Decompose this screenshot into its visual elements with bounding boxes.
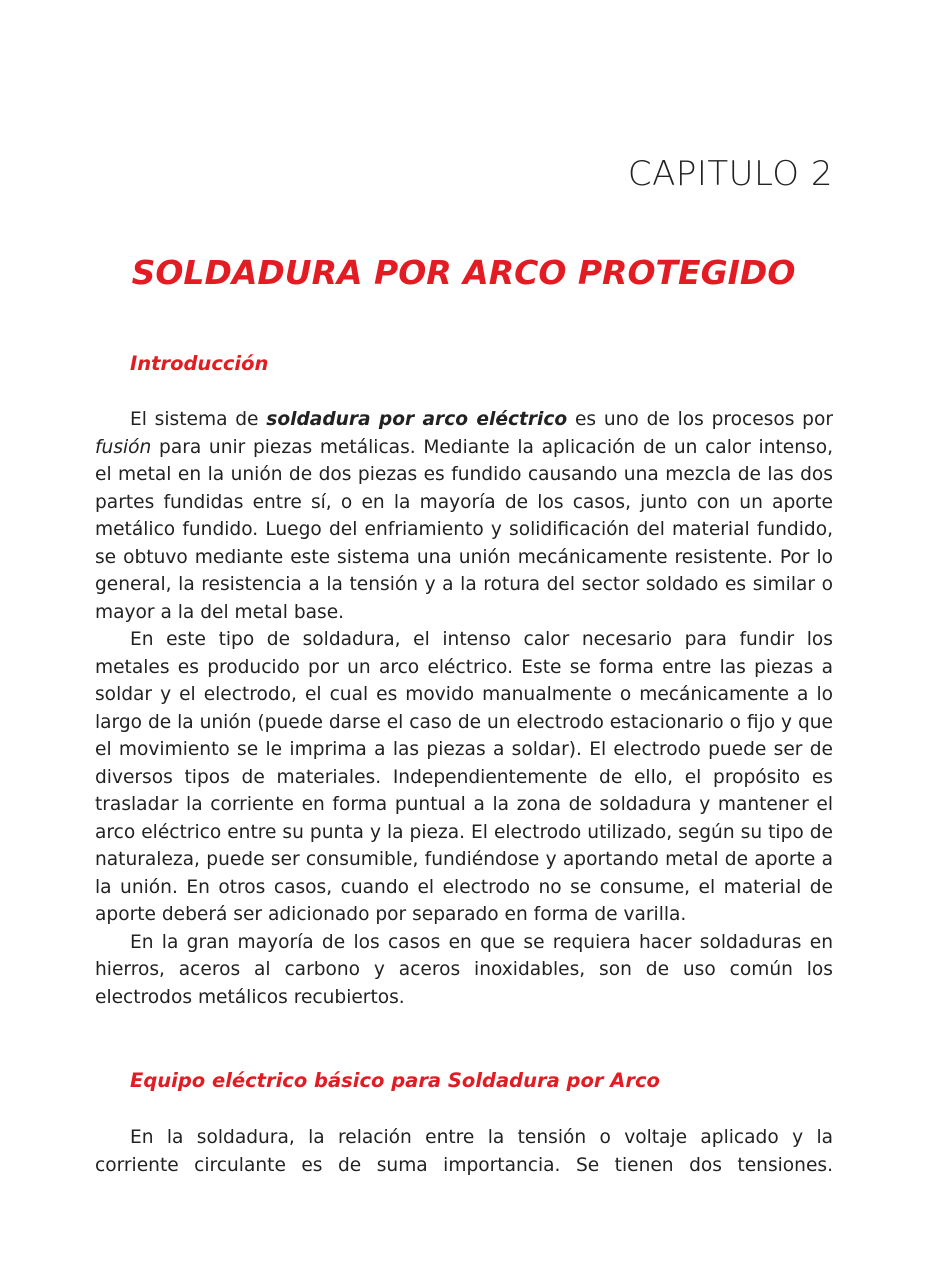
paragraph-text: El sistema de bbox=[130, 409, 267, 430]
bold-term: soldadura por arco eléctrico bbox=[266, 409, 568, 430]
page-title: SOLDADURA POR ARCO PROTEGIDO bbox=[131, 253, 796, 292]
paragraph: En la soldadura, la relación entre la tensión o voltaje aplicado y la corriente circulante es de suma importancia. Se tienen dos tensiones. bbox=[95, 1127, 833, 1176]
paragraph: En este tipo de soldadura, el intenso calor necesario para fundir los metales es producido por un arco eléctrico. Este se forma entre las piezas a soldar y el electrodo, el cual es movido manualmente o mecánicamente a lo largo de la unión (puede darse el caso de un electrodo estacionario o fijo y que el movimiento se le imprima a las piezas a soldar). El electrodo puede ser de diversos tipos de materiales. Independientemente de ello, el propósito es trasladar la corriente en forma puntual a la zona de soldadura y mantener el arco eléctrico entre su punta y la pieza. El electrodo utilizado, según su tipo de naturaleza, puede ser consumible, fundiéndose y aportando metal de aporte a la unión. En otros casos, cuando el electrodo no se consume, el material de aporte deberá ser adicionado por separado en forma de varilla. bbox=[95, 629, 833, 925]
paragraph-text: para unir piezas metálicas. Mediante la aplicación de un calor intenso, el metal en la unión de dos piezas es fundido causando una mezcla de las dos partes fundidas entre sí, o en la mayoría de los casos, junto con un aporte metálico fundido. Luego del enfriamiento y solidificación del material fundido, se obtuvo mediante este sistema una unión mecánicamente resistente. Por lo general, la resistencia a la tensión y a la rotura del sector soldado es similar o mayor a la del metal base. bbox=[95, 436, 833, 623]
chapter-label: CAPITULO 2 bbox=[627, 154, 833, 194]
paragraph bbox=[95, 406, 833, 626]
section-body-introduccion bbox=[95, 406, 833, 1011]
section-heading-introduccion: Introducción bbox=[130, 352, 269, 375]
paragraph: En la gran mayoría de los casos en que se requiera hacer soldaduras en hierros, aceros al carbono y aceros inoxidables, son de uso común los electrodos metálicos recubiertos. bbox=[95, 931, 833, 1008]
paragraph-text: es uno de los procesos por bbox=[567, 409, 834, 430]
section-body-equipo bbox=[95, 1124, 833, 1182]
section-heading-equipo: Equipo eléctrico básico para Soldadura por Arco bbox=[130, 1069, 660, 1092]
italic-term: fusión bbox=[95, 436, 152, 458]
